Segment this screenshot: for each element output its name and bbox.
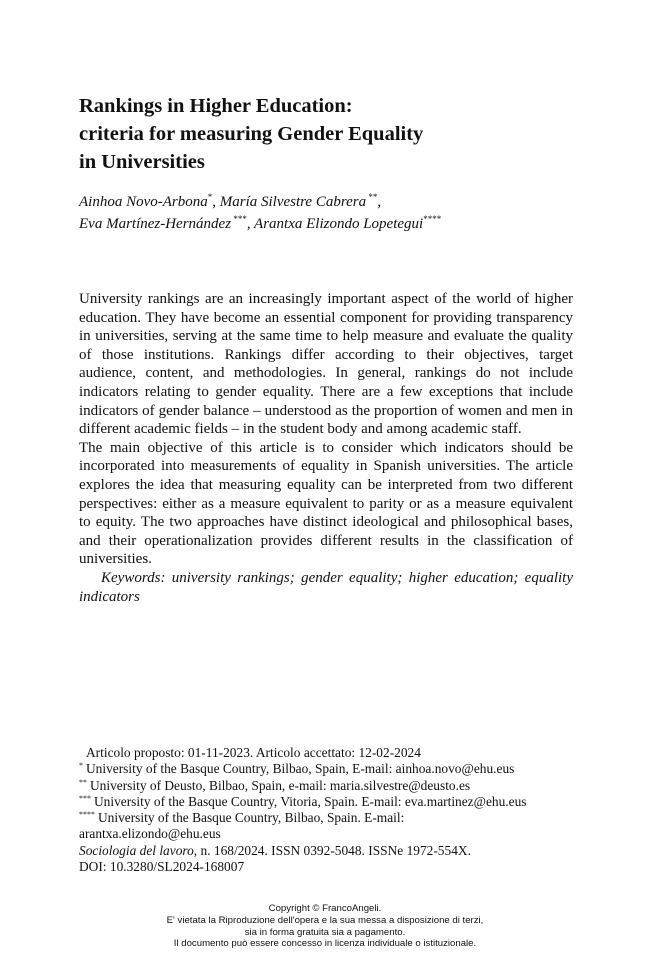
- affiliation-note: [79, 761, 579, 777]
- author-name: Arantxa Elizondo Lopetegui: [254, 216, 424, 232]
- author-footnote-mark: *: [207, 192, 213, 202]
- affiliation-text: University of the Basque Country, Bilbao, Spain. E-mail:: [98, 810, 405, 826]
- author-separator: ,: [377, 194, 382, 210]
- author-separator: ,: [212, 194, 220, 210]
- footnote-mark: ****: [79, 810, 95, 820]
- affiliation-note: [79, 778, 579, 794]
- footnote-mark: *: [79, 761, 83, 771]
- submission-dates: Articolo proposto: 01-11-2023. Articolo accettato: 12-02-2024: [86, 745, 421, 760]
- author-list: [79, 191, 599, 235]
- article-title: [79, 92, 579, 176]
- journal-details: , n. 168/2024. ISSN 0392-5048. ISSNe 1972-554X.: [193, 842, 471, 858]
- title-line: in Universities: [79, 151, 205, 173]
- footnote-mark: ***: [79, 793, 91, 803]
- author-name: María Silvestre Cabrera: [219, 194, 367, 210]
- abstract-paragraph: University rankings are an increasingly important aspect of the world of higher education. They have become an essential component for providing transparency in universities, serving at the same time to help measure and evaluate the quality of those institutions. Rankings differ according to their objectives, target audience, content, and methodologies. In general, rankings do not include indicators relating to gender equality. There are a few exceptions that include indicators of gender balance – understood as the proportion of women and men in different academic fields – in the student body and among academic staff.: [79, 291, 573, 438]
- keywords: Keywords: university rankings; gender equality; higher education; equality indicators: [79, 569, 573, 605]
- footer-line: E' vietata la Riproduzione dell'opera e la sua messa a disposizione di terzi,: [166, 914, 484, 926]
- footer-line: Copyright © FrancoAngeli.: [268, 903, 382, 914]
- journal-citation: [79, 843, 579, 859]
- author-footnote-mark: **: [366, 192, 378, 202]
- affiliation-note: [79, 794, 579, 810]
- email-continuation: arantxa.elizondo@ehu.eus: [79, 826, 221, 842]
- author-name: Eva Martínez-Hernández: [79, 216, 232, 232]
- footer-line: sia in forma gratuita sia a pagamento.: [244, 926, 406, 938]
- author-line: [79, 191, 599, 213]
- author-separator: ,: [246, 216, 255, 232]
- title-line: Rankings in Higher Education:: [79, 95, 353, 117]
- abstract: [79, 290, 573, 606]
- affiliation-note: [79, 810, 579, 826]
- abstract-paragraph: The main objective of this article is to consider which indicators should be incorporated into measurements of equality in Spanish universities. The article explores the idea that measuring equality can be interpreted from two different perspectives: either as a measure equivalent to parity or as a measure equivalent to equity. The two approaches have distinct ideological and philosophical bases, and their operationalization provides different results in the classification of universities.: [79, 439, 573, 568]
- title-line: criteria for measuring Gender Equality: [79, 123, 424, 145]
- author-name: Ainhoa Novo-Arbona: [79, 194, 208, 210]
- footer-line: Il documento può essere concesso in licenza individuale o istituzionale.: [173, 938, 477, 950]
- affiliation-text: University of the Basque Country, Vitoria, Spain. E-mail: eva.martinez@ehu.eus: [94, 793, 527, 809]
- doi: DOI: 10.3280/SL2024-168007: [79, 859, 245, 875]
- affiliation-text: University of the Basque Country, Bilbao, Spain, E-mail: ainhoa.novo@ehu.eus: [86, 761, 515, 777]
- affiliation-text: University of Deusto, Bilbao, Spain, e-mail: maria.silvestre@deusto.es: [90, 777, 471, 793]
- author-footnote-mark: ***: [231, 214, 247, 224]
- copyright-footer: [0, 903, 650, 950]
- footnote-mark: **: [79, 777, 87, 787]
- journal-name: Sociologia del lavoro: [79, 842, 194, 858]
- author-line: [79, 213, 599, 235]
- article-notes: [79, 745, 579, 875]
- author-footnote-mark: ****: [423, 214, 442, 224]
